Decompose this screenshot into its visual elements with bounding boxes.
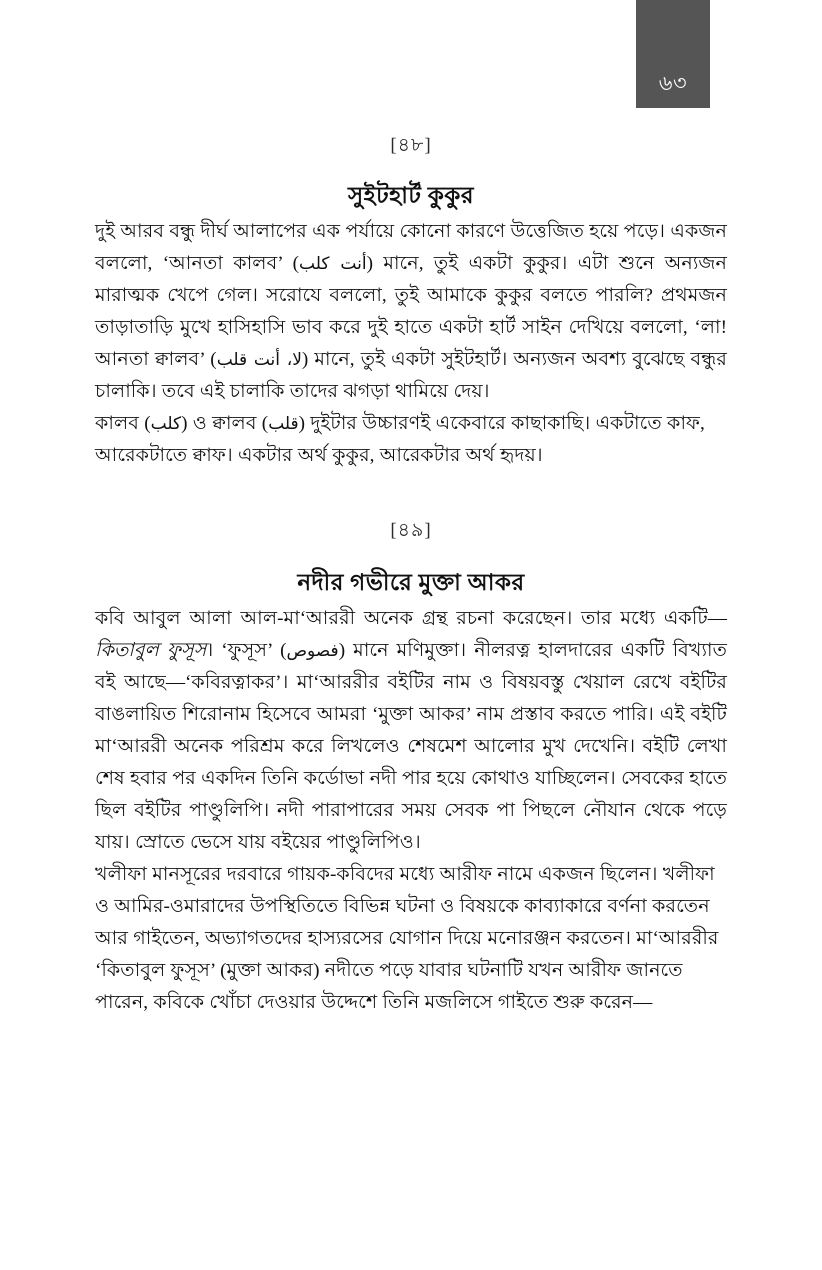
paragraph-49-1: কবি আবুল আলা আল-মা‘আররী অনেক গ্রন্থ রচনা করেছেন। তার মধ্যে একটি— কিতাবুল ফুসূস। ‘ফুসূস’ (فصوص) মানে মণিমুক্তা। নীলরত্ন হালদারের একটি বিখ্যাত বই আছে—‘কবিরত্নাকর’। মা‘আররীর বইটির নাম ও বিষয়বস্তু খেয়াল রেখে বইটির বাঙলায়িত শিরোনাম হিসেবে আমরা ‘মুক্তা আকর’ নাম প্রস্তাব করতে পারি। এই বইটি মা‘আররী অনেক পরিশ্রম করে লিখলেও শেষমেশ আলোর মুখ দেখেনি। বইটি লেখা শেষ হবার পর একদিন তিনি কর্ডোভা নদী পার হয়ে কোথাও যাচ্ছিলেন। সেবকের হাতে ছিল বইটির পাণ্ডুলিপি। নদী পারাপারের সময় সেবক পা পিছলে নৌযান থেকে পড়ে যায়। স্রোতে ভেসে যায় বইয়ের পাণ্ডুলিপিও। [95, 608, 727, 853]
section-number-48: [৪৮] [390, 135, 432, 156]
section-49 [95, 516, 727, 1019]
arabic-phrase: لا، أنت قلب [216, 350, 302, 370]
arabic-phrase: أنت كلب [299, 254, 367, 274]
section-title-48: সুইটহার্ট কুকুর [347, 183, 475, 208]
arabic-phrase: كلب [150, 414, 182, 434]
page-number: ৬৩ [658, 71, 688, 95]
section-number-49: [৪৯] [390, 520, 432, 541]
arabic-phrase: قلب [268, 414, 299, 434]
book-title-italic: কিতাবুল ফুসূস [95, 640, 207, 661]
section-48 [95, 131, 727, 472]
paragraph-48-1: দুই আরব বন্ধু দীর্ঘ আলাপের এক পর্যায়ে কোনো কারণে উত্তেজিত হয়ে পড়ে। একজন বললো, ‘আনতা কালব’ (أنت كلب) মানে, তুই একটা কুকুর। এটা শুনে অন্যজন মারাত্মক খেপে গেল। সরোযে বললো, তুই আমাকে কুকুর বলতে পারলি? প্রথমজন তাড়াতাড়ি মুখে হাসিহাসি ভাব করে দুই হাতে একটা হার্ট সাইন দেখিয়ে বললো, ‘লা! আনতা ক্বালব’ (لا، أنت قلب) মানে, তুই একটা সুইটহার্ট। অন্যজন অবশ্য বুঝেছে বন্ধুর চালাকি। তবে এই চালাকি তাদের ঝগড়া থামিয়ে দেয়। [95, 221, 728, 402]
arabic-phrase: فصوص [286, 641, 339, 661]
paragraph-48-2: কালব (كلب) ও ক্বালব (قلب) দুইটার উচ্চারণই একেবারে কাছাকাছি। একটাতে কাফ, আরেকটাতে ক্বাফ। একটার অর্থ কুকুর, আরেকটার অর্থ হৃদয়। [95, 413, 705, 466]
section-title-49: নদীর গভীরে মুক্তা আকর [297, 570, 525, 595]
page-content [95, 0, 727, 1019]
paragraph-49-2: খলীফা মানসূরের দরবারে গায়ক-কবিদের মধ্যে আরীফ নামে একজন ছিলেন। খলীফা ও আমির-ওমারাদের উপস্থিতিতে বিভিন্ন ঘটনা ও বিষয়কে কাব্যাকারে বর্ণনা করতেন আর গাইতেন, অভ্যাগতদের হাস্যরসের যোগান দিয়ে মনোরঞ্জন করতেন। মা‘আররীর ‘কিতাবুল ফুসূস’ (মুক্তা আকর) নদীতে পড়ে যাবার ঘটনাটি যখন আরীফ জানতে পারেন, কবিকে খোঁচা দেওয়ার উদ্দেশে তিনি মজলিসে গাইতে শুরু করেন— [95, 864, 719, 1013]
